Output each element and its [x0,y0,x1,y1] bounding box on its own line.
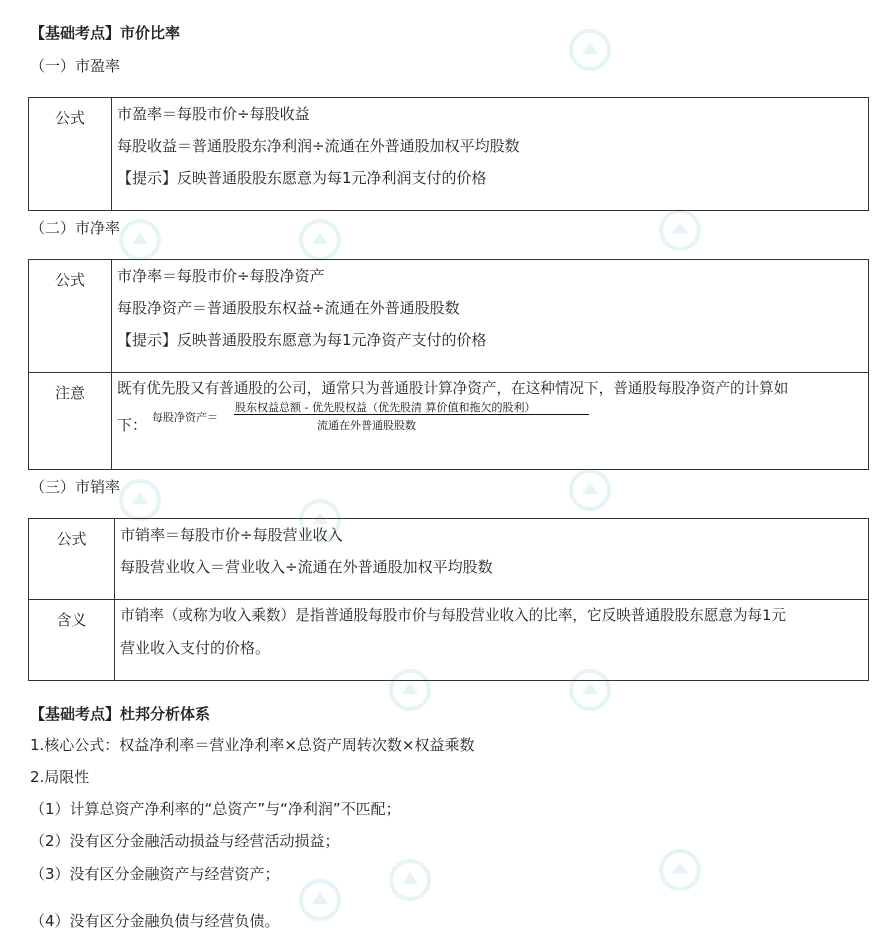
limitation-item: （4）没有区分金融负债与经营负债。 [30,912,280,930]
pb-ratio-table [28,259,869,470]
meaning-text: 营业收入支付的价格。 [120,639,271,657]
formula-line: 市盈率＝每股市价÷每股收益 [117,105,310,123]
limitation-item: （2）没有区分金融活动损益与经营活动损益； [30,832,340,850]
formula-content [115,519,869,600]
note-label: 注意 [29,373,112,470]
formula-label: 公式 [29,260,112,373]
formula-line: 每股净资产＝普通股股东权益÷流通在外普通股股数 [117,299,460,317]
fraction-bar [234,414,589,415]
section-heading-dupont: 【基础考点】杜邦分析体系 [30,705,211,723]
fraction-lhs: 每股净资产＝ [152,411,218,424]
formula-line: 每股收益＝普通股股东净利润÷流通在外普通股加权平均股数 [117,137,520,155]
tip-line: 【提示】反映普通股股东愿意为每1元净利润支付的价格 [117,169,487,187]
fraction-numerator: 股东权益总额 - 优先股权益（优先股清 算价值和拖欠的股利） [235,401,536,414]
formula-line: 市净率＝每股市价÷每股净资产 [117,267,325,285]
watermark-logo-icon [658,848,702,896]
ps-ratio-table [28,518,869,681]
limitation-item: （1）计算总资产净利率的“总资产”与“净利润”不匹配； [30,800,401,818]
meaning-label: 含义 [29,600,115,681]
meaning-text: 市销率（或称为收入乘数）是指普通股每股市价与每股营业收入的比率，它反映普通股股东愿意为每1元 [120,607,787,624]
watermark-logo-icon [568,468,612,516]
formula-line: 每股营业收入＝营业收入÷流通在外普通股加权平均股数 [120,558,493,576]
tip-line: 【提示】反映普通股股东愿意为每1元净资产支付的价格 [117,331,487,349]
limitation-item: （3）没有区分金融资产与经营资产； [30,865,280,883]
formula-content [112,260,869,373]
note-text: 既有优先股又有普通股的公司，通常只为普通股计算净资产，在这种情况下，普通股每股净资产的计算如 [117,380,789,397]
fraction-denominator: 流通在外普通股股数 [317,419,416,432]
watermark-logo-icon [568,28,612,76]
watermark-logo-icon [298,878,342,926]
dupont-core-formula: 1.核心公式：权益净利率＝营业净利率×总资产周转次数×权益乘数 [30,736,475,754]
fraction [152,399,592,439]
watermark-logo-icon [388,858,432,906]
formula-line: 市销率＝每股市价÷每股营业收入 [120,526,343,544]
pe-ratio-table [28,97,869,211]
note-text-continued: 下： [117,416,148,434]
subheading-pe-ratio: （一）市盈率 [30,57,121,75]
formula-label: 公式 [29,98,112,211]
note-content [112,373,869,470]
section-heading-market-ratios: 【基础考点】市价比率 [30,24,181,42]
subheading-pb-ratio: （二）市净率 [30,219,121,237]
watermark-logo-icon [658,208,702,256]
formula-label: 公式 [29,519,115,600]
formula-content [112,98,869,211]
meaning-content [115,600,869,681]
book-value-formula [117,401,864,437]
dupont-limitations-heading: 2.局限性 [30,768,90,786]
subheading-ps-ratio: （三）市销率 [30,478,121,496]
